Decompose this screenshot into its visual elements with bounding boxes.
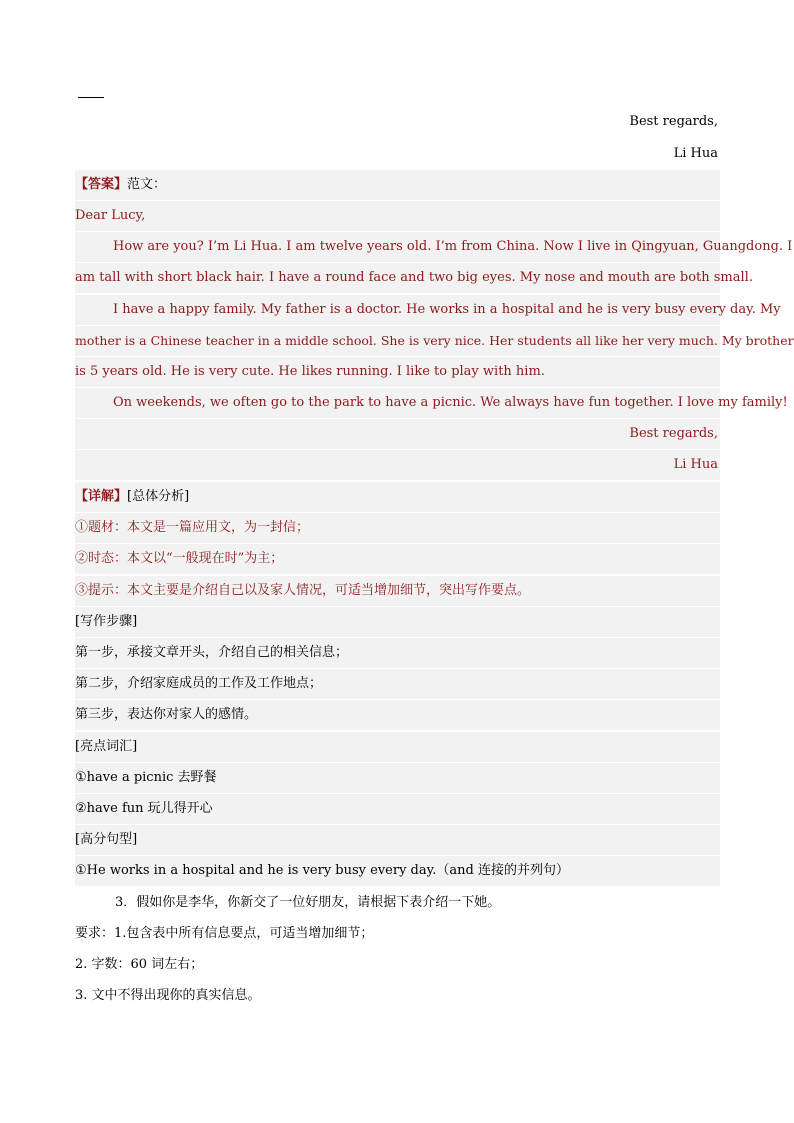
answer-line-4: mother is a Chinese teacher in a middle school. She is very nice. Her students all like her very much. My brother xyxy=(75,326,720,356)
answer-greeting: Dear Lucy, xyxy=(75,201,720,231)
answer-line-3: I have a happy family. My father is a doctor. He works in a hospital and he is very busy every day. My xyxy=(75,295,720,325)
sentence-item-1: ①He works in a hospital and he is very busy every day.（and 连接的并列句） xyxy=(75,856,720,886)
closing-name: Li Hua xyxy=(673,146,718,161)
analysis-item-1: ①题材：本文是一篇应用文，为一封信； xyxy=(75,513,720,543)
sentence-title: [高分句型] xyxy=(75,825,720,855)
closing-regards: Best regards, xyxy=(629,114,718,129)
analysis-heading xyxy=(75,482,720,512)
question-3-requirement-1: 要求：1.包含表中所有信息要点，可适当增加细节； xyxy=(75,926,374,941)
step-3: 第三步，表达你对家人的感情。 xyxy=(75,700,720,730)
answer-line-1: How are you? I’m Li Hua. I am twelve years old. I’m from China. Now I live in Qingyuan, Guangdong. I xyxy=(75,232,720,262)
vocab-item-1: ①have a picnic 去野餐 xyxy=(75,763,720,793)
answer-line-2: am tall with short black hair. I have a round face and two big eyes. My nose and mouth are both small. xyxy=(75,263,720,293)
answer-line-5: is 5 years old. He is very cute. He likes running. I like to play with him. xyxy=(75,357,720,387)
analysis-item-2: ②时态：本文以“一般现在时”为主； xyxy=(75,544,720,574)
answer-regards: Best regards, xyxy=(75,419,720,449)
question-3-prompt: 3．假如你是李华，你新交了一位好朋友，请根据下表介绍一下她。 xyxy=(115,895,501,910)
vocab-title: [亮点词汇] xyxy=(75,732,720,762)
answer-name: Li Hua xyxy=(75,450,720,480)
vocab-item-2: ②have fun 玩儿得开心 xyxy=(75,794,720,824)
answer-line-6: On weekends, we often go to the park to have a picnic. We always have fun together. I love my family! xyxy=(75,388,720,418)
analysis-heading-text: [总体分析] xyxy=(127,489,190,504)
steps-title: [写作步骤] xyxy=(75,607,720,637)
answer-heading xyxy=(75,170,720,200)
question-3-requirement-2: 2. 字数：60 词左右； xyxy=(75,957,204,972)
analysis-item-3: ③提示：本文主要是介绍自己以及家人情况，可适当增加细节，突出写作要点。 xyxy=(75,576,720,606)
step-2: 第二步，介绍家庭成员的工作及工作地点； xyxy=(75,669,720,699)
answer-heading-label: 【答案】 xyxy=(75,177,128,192)
step-1: 第一步，承接文章开头，介绍自己的相关信息； xyxy=(75,638,720,668)
question-3-requirement-3: 3. 文中不得出现你的真实信息。 xyxy=(75,988,261,1003)
analysis-heading-label: 【详解】 xyxy=(75,489,128,504)
answer-heading-text: 范文： xyxy=(127,177,167,192)
answer-blank-line xyxy=(78,97,104,98)
